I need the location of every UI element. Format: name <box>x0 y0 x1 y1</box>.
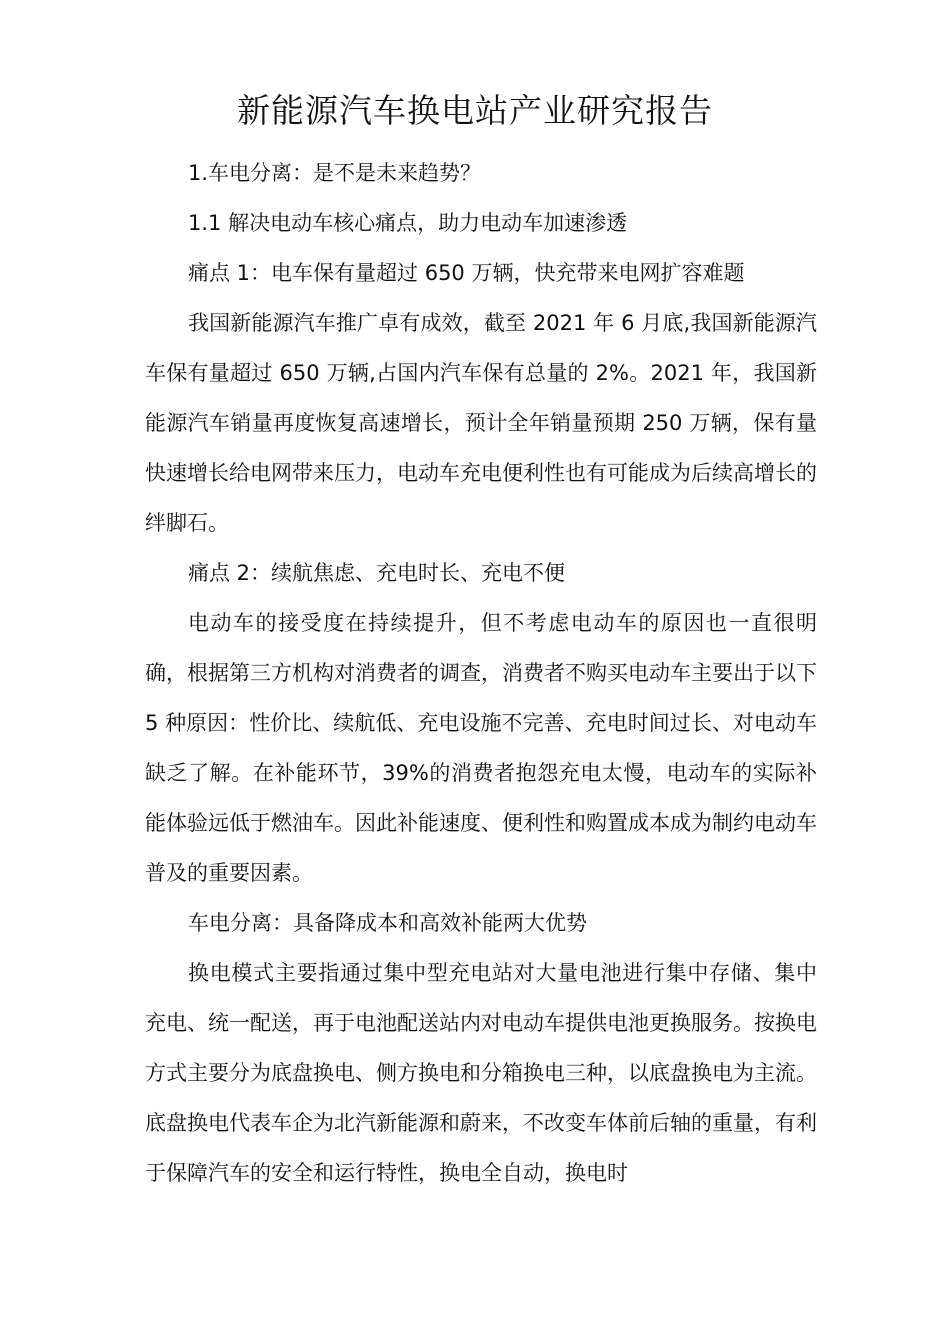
body-paragraph: 我国新能源汽车推广卓有成效，截至 2021 年 6 月底,我国新能源汽车保有量超过 650 万辆,占国内汽车保有总量的 2%。2021 年，我国新能源汽车销量再度恢复高速增长，预计全年销量预期 250 万辆，保有量快速增长给电网带来压力，电动车充电便利性也有可能成为后续高增长的绊脚石。 <box>145 311 817 535</box>
document-title: 新能源汽车换电站产业研究报告 <box>237 91 713 130</box>
pain-point-2-heading: 痛点 2：续航焦虑、充电时长、充电不便 <box>188 561 566 585</box>
document-body <box>145 148 817 1198</box>
section-heading-1: 1.车电分离：是不是未来趋势？ <box>188 161 482 185</box>
body-paragraph: 换电模式主要指通过集中型充电站对大量电池进行集中存储、集中充电、统一配送，再于电池配送站内对电动车提供电池更换服务。按换电方式主要分为底盘换电、侧方换电和分箱换电三种，以底盘换电为主流。底盘换电代表车企为北汽新能源和蔚来，不改变车体前后轴的重量，有利于保障汽车的安全和运行特性，换电全自动，换电时 <box>145 961 817 1185</box>
pain-point-1-heading: 痛点 1：电车保有量超过 650 万辆，快充带来电网扩容难题 <box>188 261 745 285</box>
subsection-heading-1-1: 1.1 解决电动车核心痛点，助力电动车加速渗透 <box>188 211 628 235</box>
body-paragraph: 电动车的接受度在持续提升，但不考虑电动车的原因也一直很明确，根据第三方机构对消费者的调查，消费者不购买电动车主要出于以下 5 种原因：性价比、续航低、充电设施不完善、充电时间过长、对电动车缺乏了解。在补能环节，39%的消费者抱怨充电太慢，电动车的实际补能体验远低于燃油车。因此补能速度、便利性和购置成本成为制约电动车普及的重要因素。 <box>145 611 817 885</box>
battery-separation-heading: 车电分离：具备降成本和高效补能两大优势 <box>188 911 587 935</box>
